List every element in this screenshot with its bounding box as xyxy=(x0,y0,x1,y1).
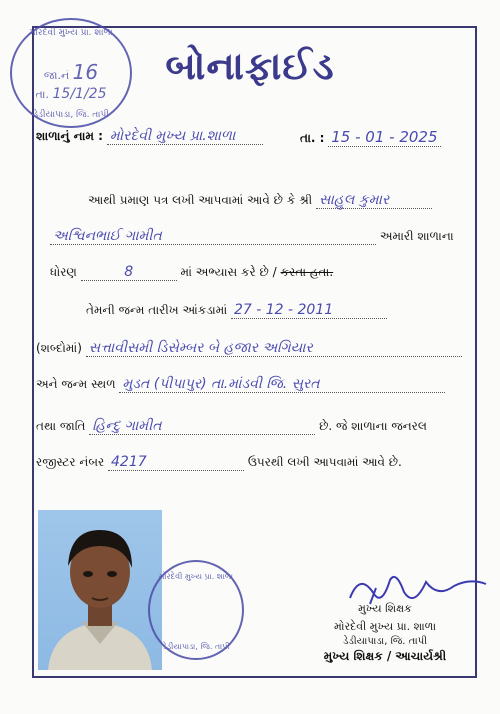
birth-place-value: મુડત (પીપાપુર) તા.માંડવી જિ. સુરત xyxy=(119,376,445,393)
student-photo xyxy=(38,510,162,670)
school-name-value: મોરદેવી મુખ્ય પ્રા.શાળા xyxy=(107,128,263,145)
dob-row xyxy=(86,302,387,319)
school-stamp-bottom xyxy=(148,560,244,660)
date-value: 15 - 01 - 2025 xyxy=(328,128,440,147)
sign-footer: મુખ્ય શિક્ષક / આચાર્યશ્રી xyxy=(323,649,447,663)
intro-text: આથી પ્રમાણ પત્ર લખી આપવામાં આવે છે કે શ્રી xyxy=(88,193,313,207)
stamp-school-name: મોરદેવી મુખ્ય પ્રા. શાળા xyxy=(29,28,113,38)
stamp-bottom-school: મોરદેવી મુખ્ય પ્રા. શાળા xyxy=(158,572,234,581)
dob-label: તેમની જન્મ તારીખ આંકડામાં xyxy=(86,303,228,317)
standard-struck-text: કરતા હતા. xyxy=(280,265,334,279)
date-label: તા. : xyxy=(300,131,325,145)
caste-suffix: છે. જે શાળાના જનરલ xyxy=(319,419,427,433)
sign-role: મુખ્ય શિક્ષક xyxy=(358,602,412,615)
register-row xyxy=(36,454,402,471)
document-title: બોનાફાઈડ xyxy=(165,44,335,88)
date-row xyxy=(300,128,441,147)
standard-row xyxy=(50,264,333,281)
register-label: રજીસ્ટર નંબર xyxy=(36,455,105,469)
stamp-place: ડેડીયાપાડા, જિ. તાપી xyxy=(33,110,109,120)
standard-label: ધોરણ xyxy=(50,265,77,279)
student-name-rest: અશ્વિનભાઈ ગામીત xyxy=(50,228,376,245)
sign-school: મોરદેવી મુખ્ય પ્રા. શાળા xyxy=(333,620,437,633)
school-suffix: અમારી શાળાના xyxy=(379,229,454,243)
dob-words-label: (શબ્દોમાં) xyxy=(36,341,82,355)
student-first-name: સાહુલ કુમાર xyxy=(316,192,432,209)
caste-label: તથા જાતિ xyxy=(36,419,86,433)
standard-suffix: માં અભ્યાસ કરે છે / xyxy=(180,265,277,279)
school-name-row xyxy=(36,128,263,145)
register-suffix: ઉપરથી લખી આપવામાં આવે છે. xyxy=(247,455,402,469)
student-name-row xyxy=(50,228,454,245)
student-portrait-image xyxy=(38,510,162,670)
stamp-number: જા.નં 16 xyxy=(43,60,99,84)
dob-words-row xyxy=(36,340,462,357)
dob-words-value: સત્તાવીસમી ડિસેમ્બર બે હજાર અગિયાર xyxy=(86,340,462,357)
signature-block xyxy=(300,602,470,664)
dob-value: 27 - 12 - 2011 xyxy=(231,302,387,319)
standard-value: 8 xyxy=(81,264,177,281)
stamp-date: તા. 15/1/25 xyxy=(35,86,107,102)
caste-value: હિન્દુ ગામીત xyxy=(89,418,315,435)
caste-row xyxy=(36,418,427,435)
stamp-bottom-place: ડેડીયાપાડા, જિ. તાપી xyxy=(162,642,230,651)
register-value: 4217 xyxy=(108,454,244,471)
birth-place-label: અને જન્મ સ્થળ xyxy=(36,377,116,391)
birth-place-row xyxy=(36,376,445,393)
school-label: શાળાનું નામ : xyxy=(36,129,103,143)
intro-row xyxy=(88,192,432,209)
sign-place: ડેડીયાપાડા, જિ. તાપી xyxy=(342,636,428,647)
